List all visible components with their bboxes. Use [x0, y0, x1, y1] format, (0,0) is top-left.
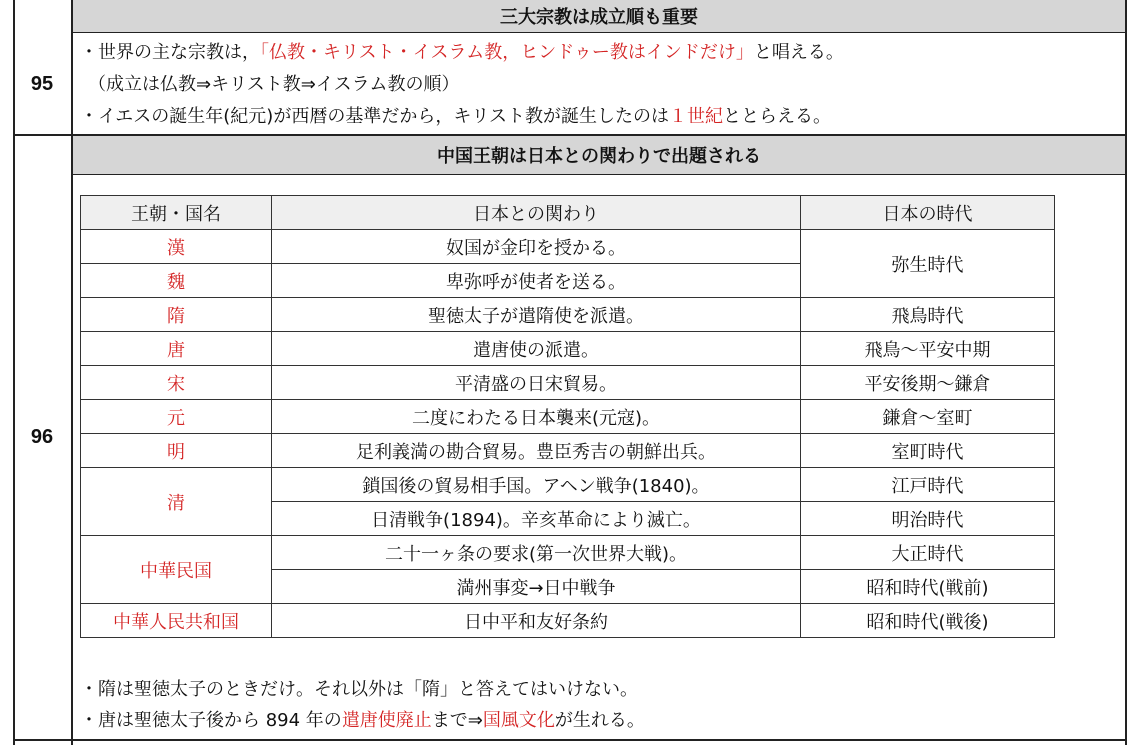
table-row — [81, 468, 1055, 502]
note2-suffix: が生れる。 — [554, 710, 645, 731]
relation-cell: 平清盛の日宋貿易。 — [272, 366, 801, 400]
era-cell: 江戸時代 — [801, 468, 1055, 502]
note2-mid: まで⇒ — [431, 710, 483, 731]
section96-number: 96 — [30, 426, 54, 448]
section95-number: 95 — [30, 72, 54, 95]
dynasty-cell: 宋 — [81, 366, 272, 400]
dynasty-cell: 元 — [81, 400, 272, 434]
note2-prefix: ・唐は聖徳太子後から 894 年の — [80, 710, 342, 731]
table-row — [81, 536, 1055, 570]
era-cell: 昭和時代(戦前) — [801, 570, 1055, 604]
table-row — [81, 400, 1055, 434]
header-era: 日本の時代 — [801, 196, 1055, 230]
table-header-row — [81, 196, 1055, 230]
table-row — [81, 230, 1055, 264]
header-dynasty: 王朝・国名 — [81, 196, 272, 230]
dynasty-cell: 明 — [81, 434, 272, 468]
dynasty-cell: 漢 — [81, 230, 272, 264]
relation-cell: 足利義満の勘合貿易。豊臣秀吉の朝鮮出兵。 — [272, 434, 801, 468]
dynasty-cell: 清 — [81, 468, 272, 536]
line3-highlight: １世紀 — [668, 106, 723, 127]
relation-cell: 日清戦争(1894)。辛亥革命により滅亡。 — [272, 502, 801, 536]
line1-highlight: 「仏教・キリスト・イスラム教，ヒンドゥー教はインドだけ」 — [260, 42, 754, 63]
section95-title-band — [73, 0, 1125, 32]
relation-cell: 卑弥呼が使者を送る。 — [272, 264, 801, 298]
era-cell: 明治時代 — [801, 502, 1055, 536]
section95-line1 — [80, 40, 844, 66]
section95-title: 三大宗教は成立順も重要 — [500, 7, 698, 28]
relation-cell: 鎖国後の貿易相手国。アヘン戦争(1840)。 — [272, 468, 801, 502]
relation-cell: 奴国が金印を授かる。 — [272, 230, 801, 264]
table-row — [81, 298, 1055, 332]
line1-suffix: と唱える。 — [753, 42, 844, 63]
note-sui: ・隋は聖徳太子のときだけ。それ以外は「隋」と答えてはいけない。 — [80, 679, 638, 700]
relation-cell: 遣唐使の派遣。 — [272, 332, 801, 366]
note-tang — [80, 708, 645, 734]
header-relation: 日本との関わり — [272, 196, 801, 230]
line3-suffix: ととらえる。 — [722, 106, 831, 127]
era-cell: 平安後期～鎌倉 — [801, 366, 1055, 400]
section96-title-band — [73, 136, 1125, 174]
table-row — [81, 332, 1055, 366]
section-divider-bottom — [13, 739, 1127, 741]
dynasty-cell: 中華民国 — [81, 536, 272, 604]
number-column-border — [71, 0, 73, 745]
note2-highlight-1: 遣唐使廃止 — [341, 710, 432, 731]
table-row — [81, 434, 1055, 468]
frame-right-border — [1125, 0, 1127, 745]
relation-cell: 二十一ヶ条の要求(第一次世界大戦)。 — [272, 536, 801, 570]
era-cell: 大正時代 — [801, 536, 1055, 570]
dynasty-cell: 中華人民共和国 — [81, 604, 272, 638]
relation-cell: 聖徳太子が遣隋使を派遣。 — [272, 298, 801, 332]
era-cell: 弥生時代 — [801, 230, 1055, 298]
relation-cell: 日中平和友好条約 — [272, 604, 801, 638]
era-cell: 飛鳥時代 — [801, 298, 1055, 332]
relation-cell: 二度にわたる日本襲来(元寇)。 — [272, 400, 801, 434]
line1-prefix: ・世界の主な宗教は， — [80, 42, 260, 63]
era-cell: 飛鳥～平安中期 — [801, 332, 1055, 366]
era-cell: 鎌倉～室町 — [801, 400, 1055, 434]
section95-line3 — [80, 104, 831, 130]
relation-cell: 満州事変→日中戦争 — [272, 570, 801, 604]
dynasty-cell: 魏 — [81, 264, 272, 298]
section96-title: 中国王朝は日本との関わりで出題される — [437, 146, 761, 167]
era-cell: 昭和時代(戦後) — [801, 604, 1055, 638]
table-row — [81, 604, 1055, 638]
dynasty-cell: 唐 — [81, 332, 272, 366]
note2-highlight-2: 国風文化 — [482, 710, 555, 731]
title-underline — [73, 32, 1125, 33]
era-cell: 室町時代 — [801, 434, 1055, 468]
table-row — [81, 366, 1055, 400]
title-underline — [73, 174, 1125, 175]
dynasty-cell: 隋 — [81, 298, 272, 332]
dynasty-table — [80, 195, 1055, 638]
section95-line2: （成立は仏教⇒キリスト教⇒イスラム教の順） — [88, 74, 460, 95]
line3-prefix: ・イエスの誕生年(紀元)が西暦の基準だから，キリスト教が誕生したのは — [80, 106, 669, 127]
